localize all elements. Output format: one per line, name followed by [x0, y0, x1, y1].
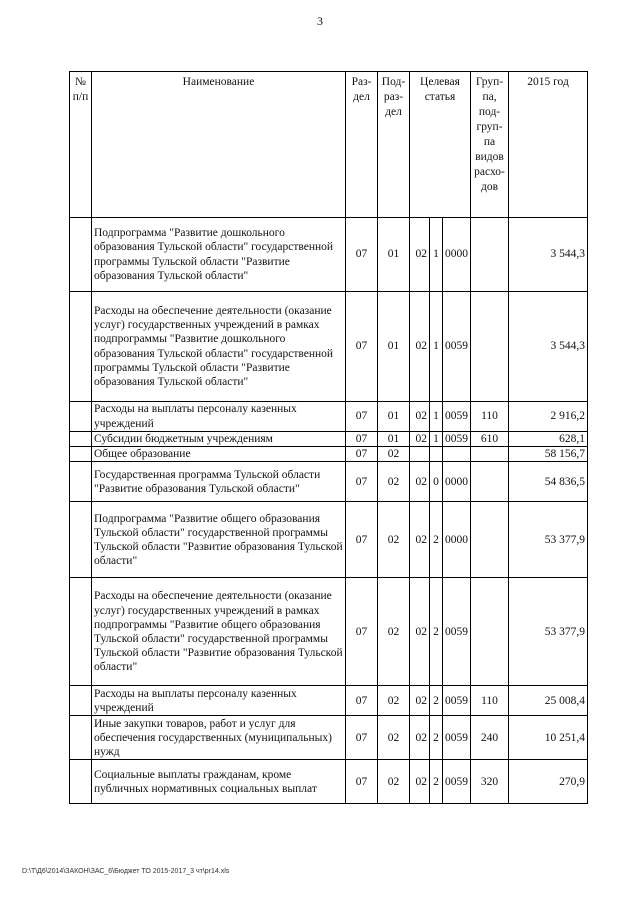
cell-section: 07 [346, 760, 378, 804]
cell-subsection: 02 [378, 716, 410, 760]
cell-subsection: 01 [378, 402, 410, 432]
cell-target-direction: 0059 [443, 402, 471, 432]
cell-target-program: 02 [410, 402, 430, 432]
cell-section: 07 [346, 578, 378, 686]
table-row [70, 402, 588, 432]
cell-num [70, 432, 92, 447]
cell-target-direction: 0000 [443, 462, 471, 502]
table-row [70, 502, 588, 578]
cell-target-program: 02 [410, 462, 430, 502]
cell-section: 07 [346, 447, 378, 462]
cell-target-direction: 0059 [443, 432, 471, 447]
cell-target-subprogram: 2 [430, 578, 443, 686]
cell-target-direction: 0000 [443, 218, 471, 292]
header-expense-group: Груп-па, под-груп-па видов расхо-дов [471, 72, 509, 218]
cell-amount: 10 251,4 [509, 716, 588, 760]
cell-target-subprogram: 2 [430, 760, 443, 804]
cell-amount: 2 916,2 [509, 402, 588, 432]
cell-amount: 3 544,3 [509, 292, 588, 402]
cell-target-subprogram [430, 447, 443, 462]
cell-target-program: 02 [410, 578, 430, 686]
cell-amount: 53 377,9 [509, 502, 588, 578]
cell-num [70, 402, 92, 432]
cell-expense-group: 240 [471, 716, 509, 760]
cell-subsection: 01 [378, 432, 410, 447]
table-row [70, 292, 588, 402]
cell-amount: 270,9 [509, 760, 588, 804]
cell-name: Расходы на обеспечение деятельности (оказание услуг) государственных учреждений в рамках подпрограммы "Развитие общего образования Тульской области" государственной программы Тульской области "Развитие образования Тульской области" [92, 578, 346, 686]
cell-target-program: 02 [410, 716, 430, 760]
cell-expense-group: 610 [471, 432, 509, 447]
page-number: 3 [317, 14, 323, 28]
cell-target-subprogram: 1 [430, 432, 443, 447]
table-row [70, 686, 588, 716]
cell-subsection: 02 [378, 578, 410, 686]
cell-target-subprogram: 0 [430, 462, 443, 502]
cell-section: 07 [346, 686, 378, 716]
cell-target-subprogram: 1 [430, 218, 443, 292]
cell-expense-group: 110 [471, 686, 509, 716]
table-row [70, 462, 588, 502]
cell-name: Подпрограмма "Развитие дошкольного образования Тульской области" государственной программы Тульской области "Развитие образования Тульской области" [92, 218, 346, 292]
cell-num [70, 760, 92, 804]
cell-num [70, 502, 92, 578]
cell-subsection: 01 [378, 218, 410, 292]
cell-amount: 25 008,4 [509, 686, 588, 716]
cell-target-program: 02 [410, 432, 430, 447]
cell-target-program: 02 [410, 292, 430, 402]
header-row [70, 72, 588, 218]
cell-section: 07 [346, 218, 378, 292]
cell-name: Общее образование [92, 447, 346, 462]
cell-section: 07 [346, 402, 378, 432]
cell-target-direction: 0059 [443, 760, 471, 804]
cell-section: 07 [346, 432, 378, 447]
cell-target-subprogram: 2 [430, 686, 443, 716]
cell-subsection: 02 [378, 686, 410, 716]
cell-target-program [410, 447, 430, 462]
cell-expense-group: 320 [471, 760, 509, 804]
cell-amount: 628,1 [509, 432, 588, 447]
header-section: Раз-дел [346, 72, 378, 218]
cell-section: 07 [346, 292, 378, 402]
cell-target-subprogram: 1 [430, 402, 443, 432]
cell-target-subprogram: 1 [430, 292, 443, 402]
cell-section: 07 [346, 716, 378, 760]
cell-target-subprogram: 2 [430, 502, 443, 578]
cell-target-program: 02 [410, 760, 430, 804]
table-row [70, 447, 588, 462]
table-row [70, 432, 588, 447]
budget-table [69, 71, 588, 804]
file-path-footer: D:\Т\Д6\2014\ЗАКОН\ЗАС_6\Бюджет ТО 2015-2017_3 чт\pr14.xls [22, 868, 230, 875]
cell-amount: 53 377,9 [509, 578, 588, 686]
cell-target-program: 02 [410, 502, 430, 578]
table-row [70, 578, 588, 686]
cell-amount: 54 836,5 [509, 462, 588, 502]
cell-num [70, 686, 92, 716]
cell-name: Субсидии бюджетным учреждениям [92, 432, 346, 447]
cell-target-direction: 0000 [443, 502, 471, 578]
cell-name: Социальные выплаты гражданам, кроме публичных нормативных социальных выплат [92, 760, 346, 804]
cell-amount: 3 544,3 [509, 218, 588, 292]
cell-subsection: 01 [378, 292, 410, 402]
cell-target-subprogram: 2 [430, 716, 443, 760]
cell-target-direction: 0059 [443, 686, 471, 716]
cell-expense-group [471, 218, 509, 292]
cell-name: Подпрограмма "Развитие общего образования Тульской области" государственной программы Тульской области "Развитие образования Тульской области" [92, 502, 346, 578]
cell-num [70, 218, 92, 292]
header-subsection: Под-раз-дел [378, 72, 410, 218]
cell-section: 07 [346, 462, 378, 502]
cell-expense-group [471, 447, 509, 462]
cell-target-program: 02 [410, 218, 430, 292]
cell-expense-group [471, 292, 509, 402]
header-year: 2015 год [509, 72, 588, 218]
cell-subsection: 02 [378, 502, 410, 578]
cell-num [70, 578, 92, 686]
header-num: № п/п [70, 72, 92, 218]
cell-target-direction: 0059 [443, 292, 471, 402]
cell-subsection: 02 [378, 462, 410, 502]
cell-expense-group [471, 502, 509, 578]
header-target-article: Целевая статья [410, 72, 471, 218]
cell-name: Расходы на обеспечение деятельности (оказание услуг) государственных учреждений в рамках подпрограммы "Развитие дошкольного образования Тульской области" государственной программы Тульской области "Развитие образования Тульской области" [92, 292, 346, 402]
cell-expense-group: 110 [471, 402, 509, 432]
header-name: Наименование [92, 72, 346, 218]
cell-expense-group [471, 578, 509, 686]
cell-num [70, 716, 92, 760]
cell-amount: 58 156,7 [509, 447, 588, 462]
cell-name: Расходы на выплаты персоналу казенных учреждений [92, 402, 346, 432]
cell-name: Иные закупки товаров, работ и услуг для обеспечения государственных (муниципальных) нужд [92, 716, 346, 760]
cell-subsection: 02 [378, 447, 410, 462]
cell-num [70, 292, 92, 402]
cell-num [70, 462, 92, 502]
cell-target-program: 02 [410, 686, 430, 716]
cell-num [70, 447, 92, 462]
table-row [70, 716, 588, 760]
cell-name: Государственная программа Тульской области "Развитие образования Тульской области" [92, 462, 346, 502]
table-row [70, 760, 588, 804]
cell-section: 07 [346, 502, 378, 578]
cell-name: Расходы на выплаты персоналу казенных учреждений [92, 686, 346, 716]
cell-target-direction: 0059 [443, 716, 471, 760]
table-row [70, 218, 588, 292]
cell-target-direction [443, 447, 471, 462]
table-body [70, 218, 588, 804]
cell-subsection: 02 [378, 760, 410, 804]
cell-expense-group [471, 462, 509, 502]
cell-target-direction: 0059 [443, 578, 471, 686]
